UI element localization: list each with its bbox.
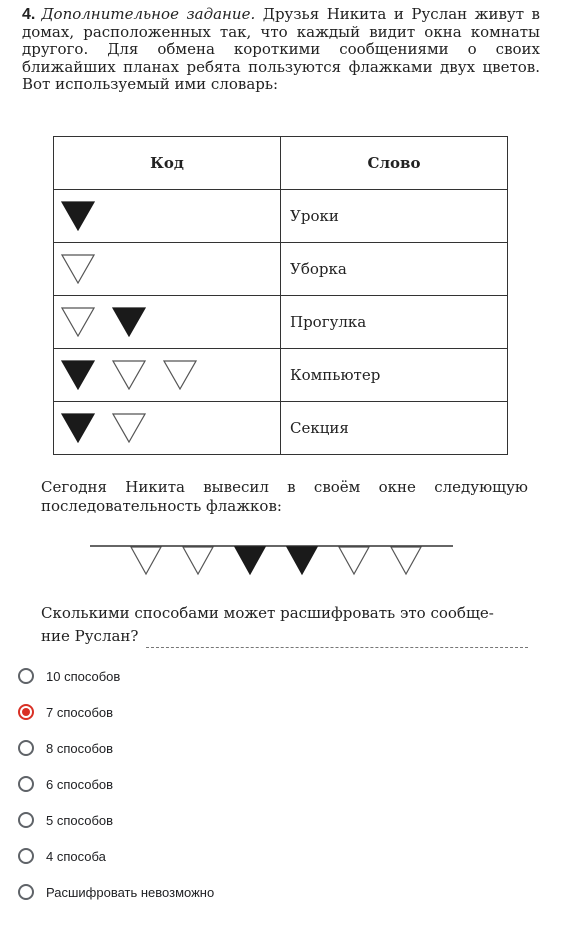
option-label[interactable]: 4 способа (46, 848, 106, 864)
white-flag-icon (391, 547, 421, 574)
answer-option[interactable] (18, 658, 214, 694)
white-flag-icon (339, 547, 369, 574)
dictionary-table (53, 136, 508, 455)
code-cell (54, 243, 281, 296)
radio-button-selected[interactable] (18, 704, 34, 720)
code-cell (54, 402, 281, 455)
code-cell (54, 190, 281, 243)
radio-button[interactable] (18, 884, 34, 900)
answer-dash-line (146, 631, 528, 648)
black-flag-icon (61, 360, 95, 390)
white-flag-icon (163, 360, 197, 390)
flag-sequence (90, 538, 453, 580)
word-cell: Уборка (281, 243, 508, 296)
option-label[interactable]: 5 способов (46, 812, 114, 828)
white-flag-icon (183, 547, 213, 574)
black-flag-icon (287, 547, 317, 574)
sequence-description: Сегодня Никита вывесил в своём окне следующую последовательность флажков: (41, 478, 528, 515)
white-flag-icon (131, 547, 161, 574)
option-label[interactable]: 6 способов (46, 776, 114, 792)
radio-button[interactable] (18, 848, 34, 864)
word-cell: Секция (281, 402, 508, 455)
word-cell: Компьютер (281, 349, 508, 402)
dictionary-row (54, 402, 508, 455)
black-flag-icon (61, 413, 95, 443)
option-label[interactable]: Расшифровать невозможно (46, 884, 215, 900)
task-body: Друзья Никита и Руслан живут в домах, расположенных так, что каждый видит окна комнаты другого. Для обмена короткими сообщениями о своих ближайших планах ребята пользуются флажками двух цветов. Вот используемый ими словарь: (22, 5, 540, 93)
header-code: Код (54, 137, 281, 190)
code-cell (54, 296, 281, 349)
task-number: 4. (22, 6, 36, 23)
radio-button[interactable] (18, 776, 34, 792)
white-flag-icon (112, 413, 146, 443)
answer-option[interactable] (18, 730, 214, 766)
code-cell (54, 349, 281, 402)
answer-option[interactable] (18, 838, 214, 874)
answer-option[interactable] (18, 874, 214, 910)
question-line-1: Сколькими способами может расшифровать это сообще- (41, 604, 494, 622)
task-lead: Дополнительное задание. (41, 5, 256, 23)
answer-options (18, 658, 214, 910)
question-line-2: ние Руслан? (41, 627, 139, 645)
word-cell: Прогулка (281, 296, 508, 349)
option-label[interactable]: 8 способов (46, 740, 114, 756)
dictionary-row (54, 190, 508, 243)
black-flag-icon (112, 307, 146, 337)
radio-button[interactable] (18, 812, 34, 828)
white-flag-icon (112, 360, 146, 390)
white-flag-icon (61, 254, 95, 284)
black-flag-icon (61, 201, 95, 231)
radio-button[interactable] (18, 668, 34, 684)
dictionary-row (54, 349, 508, 402)
answer-option[interactable] (18, 802, 214, 838)
option-label[interactable]: 7 способов (46, 704, 114, 720)
answer-option[interactable] (18, 694, 214, 730)
radio-button[interactable] (18, 740, 34, 756)
dictionary-row (54, 296, 508, 349)
dictionary-row (54, 243, 508, 296)
task-text (22, 6, 540, 94)
question-text (41, 602, 528, 648)
header-word: Слово (281, 137, 508, 190)
answer-option[interactable] (18, 766, 214, 802)
option-label[interactable]: 10 способов (46, 668, 121, 684)
white-flag-icon (61, 307, 95, 337)
black-flag-icon (235, 547, 265, 574)
word-cell: Уроки (281, 190, 508, 243)
